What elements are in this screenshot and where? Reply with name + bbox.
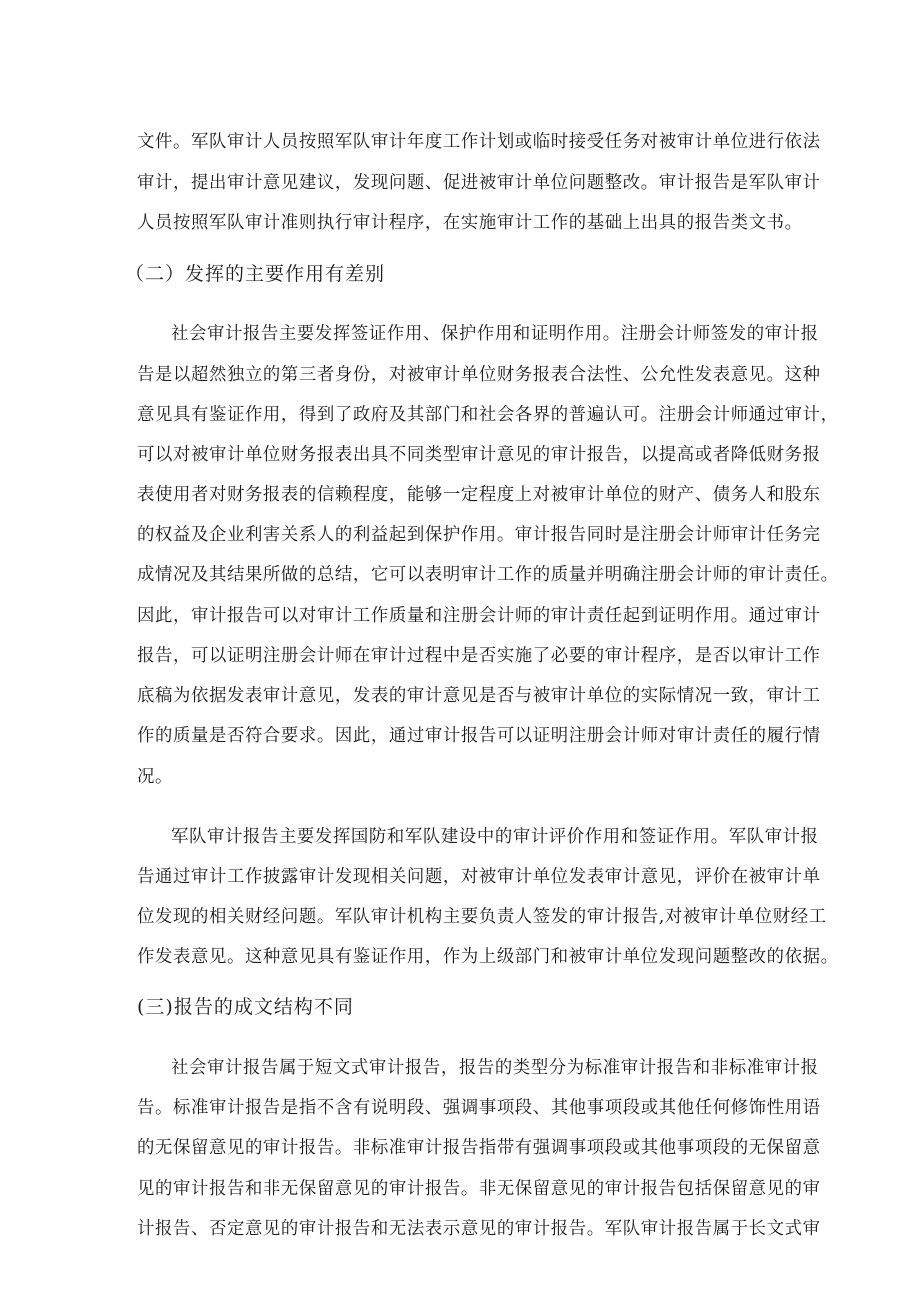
text-line: 告通过审计工作披露审计发现相关问题，对被审计单位发表审计意见，评价在被审计单 <box>137 867 821 887</box>
text-line: 文件。军队审计人员按照军队审计年度工作计划或临时接受任务对被审计单位进行依法 <box>137 132 821 152</box>
text-line: 告是以超然独立的第三者身份，对被审计单位财务报表合法性、公允性发表意见。这种 <box>137 365 821 385</box>
text-line: 报告，可以证明注册会计师在审计过程中是否实施了必要的审计程序，是否以审计工作 <box>137 646 821 666</box>
section-heading-2: （二）发挥的主要作用有差别 <box>125 263 386 285</box>
text-line: 见的审计报告和非无保留意见的审计报告。非无保留意见的审计报告包括保留意见的审 <box>137 1179 821 1199</box>
text-line: 意见具有鉴证作用，得到了政府及其部门和社会各界的普遍认可。注册会计师通过审计， <box>137 405 839 425</box>
section-heading-3: (三)报告的成文结构不同 <box>137 996 354 1018</box>
text-line: 可以对被审计单位财务报表出具不同类型审计意见的审计报告，以提高或者降低财务报 <box>137 445 821 465</box>
text-line: 因此，审计报告可以对审计工作质量和注册会计师的审计责任起到证明作用。通过审计 <box>137 606 821 626</box>
text-line: 底稿为依据发表审计意见，发表的审计意见是否与被审计单位的实际情况一致，审计工 <box>137 686 821 706</box>
text-line: 成情况及其结果所做的总结，它可以表明审计工作的质量并明确注册会计师的审计责任。 <box>137 565 839 585</box>
text-line: 况。 <box>137 767 173 787</box>
text-line: 作发表意见。这种意见具有鉴证作用，作为上级部门和被审计单位发现问题整改的依据。 <box>137 947 839 967</box>
text-line: 人员按照军队审计准则执行审计程序，在实施审计工作的基础上出具的报告类文书。 <box>137 213 803 233</box>
text-line: 的无保留意见的审计报告。非标准审计报告指带有强调事项段或其他事项段的无保留意 <box>137 1138 821 1158</box>
text-line: 社会审计报告主要发挥签证作用、保护作用和证明作用。注册会计师签发的审计报 <box>171 324 819 344</box>
text-line: 计报告、否定意见的审计报告和无法表示意见的审计报告。军队审计报告属于长文式审 <box>137 1219 821 1239</box>
text-line: 位发现的相关财经问题。军队审计机构主要负责人签发的审计报告,对被审计单位财经工 <box>137 907 827 927</box>
text-line: 表使用者对财务报表的信赖程度，能够一定程度上对被审计单位的财产、债务人和股东 <box>137 485 821 505</box>
text-line: 的权益及企业利害关系人的利益起到保护作用。审计报告同时是注册会计师审计任务完 <box>137 525 821 545</box>
text-line: 军队审计报告主要发挥国防和军队建设中的审计评价作用和签证作用。军队审计报 <box>171 827 819 847</box>
text-line: 作的质量是否符合要求。因此，通过审计报告可以证明注册会计师对审计责任的履行情 <box>137 726 821 746</box>
text-line: 审计，提出审计意见建议，发现问题、促进被审计单位问题整改。审计报告是军队审计 <box>137 173 821 193</box>
text-line: 告。标准审计报告是指不含有说明段、强调事项段、其他事项段或其他任何修饰性用语 <box>137 1098 821 1118</box>
text-line: 社会审计报告属于短文式审计报告，报告的类型分为标准审计报告和非标准审计报 <box>171 1058 819 1078</box>
